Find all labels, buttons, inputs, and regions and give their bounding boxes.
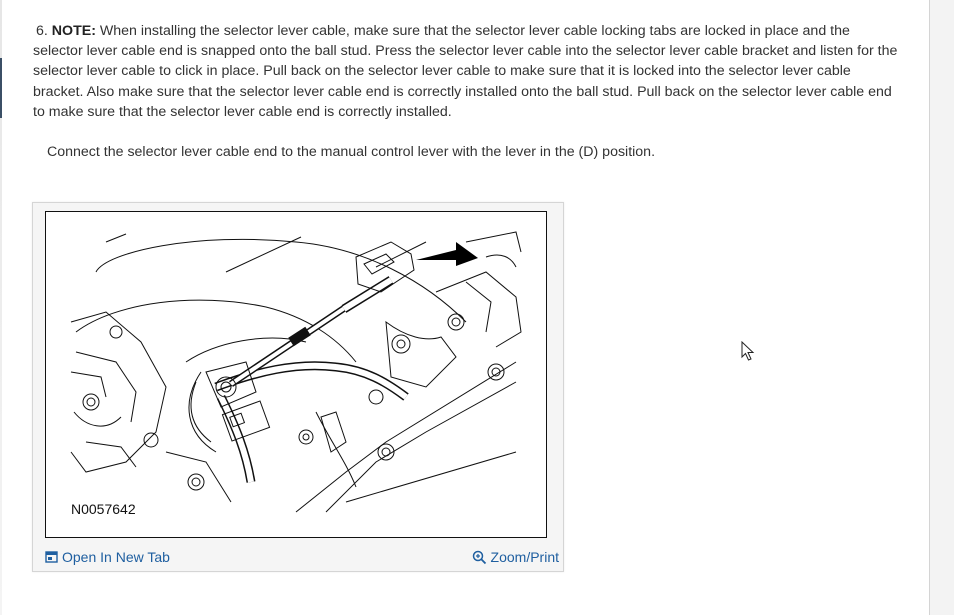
step-number: 6.	[36, 23, 48, 39]
zoom-print-link[interactable]	[472, 549, 559, 565]
left-edge-accent	[0, 58, 2, 118]
figure-actions	[45, 549, 559, 567]
open-in-new-tab-link[interactable]	[45, 549, 170, 565]
figure-panel	[32, 202, 564, 572]
open-new-tab-icon	[45, 551, 58, 563]
right-scroll-gutter[interactable]	[929, 0, 954, 615]
open-in-new-tab-label: Open In New Tab	[62, 549, 170, 565]
step-instruction: Connect the selector lever cable end to the manual control lever with the lever in the (D) position.	[47, 144, 656, 161]
note-text: When installing the selector lever cable, make sure that the selector lever cable locking tabs are locked in place and the selector lever cable end is snapped onto the ball stud. Press the selector lever cable into the selector lever cable bracket and listen for the selector lever cable to click in place. Pull back on the selector lever cable to make sure that it is locked into the selector lever cable bracket. Also make sure that the selector lever cable end is correctly installed onto the ball stud. Pull back on the selector lever cable end to make sure that the selector lever cable end is correctly installed.	[33, 23, 898, 120]
mouse-cursor-icon	[741, 341, 755, 361]
note-label: NOTE:	[51, 23, 96, 39]
zoom-print-label: Zoom/Print	[490, 549, 559, 565]
direction-arrow	[416, 242, 478, 266]
figure-id: N0057642	[71, 501, 136, 517]
zoom-icon	[472, 550, 487, 565]
procedure-content	[33, 21, 903, 162]
figure-illustration[interactable]	[45, 211, 547, 538]
selector-cable-illustration	[46, 212, 546, 537]
step-note	[33, 21, 903, 122]
